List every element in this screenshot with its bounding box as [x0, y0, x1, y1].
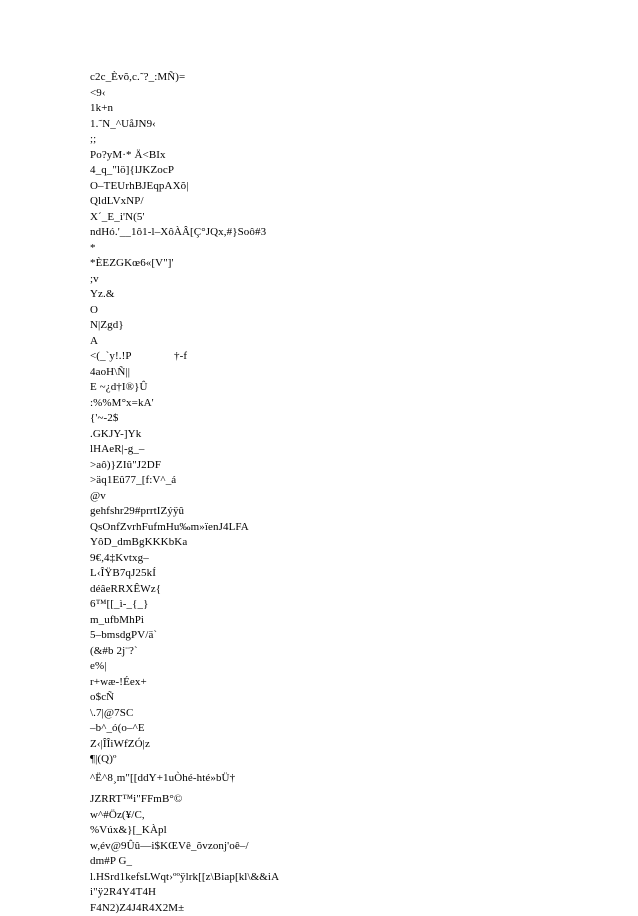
text-line: i"ÿ2R4Y4T4H: [90, 885, 610, 901]
text-line: 5–bmsdgPV/ä`: [90, 628, 610, 644]
text-line: E ~¿d†I®}Û: [90, 380, 610, 396]
text-line: dm#P G_: [90, 854, 610, 870]
text-line: <(_`y!.!P †-f: [90, 349, 610, 365]
text-line: gehfshr29#prrtIZýÿû: [90, 504, 610, 520]
text-line: 6™[[_ì-_{_}: [90, 597, 610, 613]
text-line: L‹ÎŸB7qJ25kÍ: [90, 566, 610, 582]
text-line: c2c_Èvõ,c.˜?_:MÑ)=: [90, 70, 610, 86]
text-line: %Vúx&}[_KÀpl: [90, 823, 610, 839]
text-line: @v: [90, 489, 610, 505]
text-line: \.7|@7SC: [90, 706, 610, 722]
text-line: ¶|(Q)º: [90, 752, 610, 768]
text-line: {'~-2$: [90, 411, 610, 427]
text-line: 9€,4‡Kvtxg–: [90, 551, 610, 567]
text-line: Z‹|ÎÎiWfZÓ|z: [90, 737, 610, 753]
text-line: (&#b 2j¨?`: [90, 644, 610, 660]
text-line: .GKJY-]Yk: [90, 427, 610, 443]
text-line: ^Ë^8¸m"[[ddY+1uÒhé-hté»bÜ†: [90, 771, 610, 787]
text-line: o$cÑ: [90, 690, 610, 706]
text-line: w,év@9Ûû—i$KŒVê_õvzonj'oê–/: [90, 839, 610, 855]
text-line: Yz.&: [90, 287, 610, 303]
text-line: YôD_dmBgKKKbKa: [90, 535, 610, 551]
text-line: <9‹: [90, 86, 610, 102]
text-line: m_ufbMhPi: [90, 613, 610, 629]
text-line: 4_q_"lö]{lJKZocP: [90, 163, 610, 179]
text-line: lHAeR|-g_–: [90, 442, 610, 458]
text-line: JZRRT™i"FFmB°©: [90, 792, 610, 808]
text-line: ;v: [90, 272, 610, 288]
text-line: >äq1Eû77_[f:V^_á: [90, 473, 610, 489]
text-line: F4N2)Z4J4R4X2M±: [90, 901, 610, 916]
text-line: O: [90, 303, 610, 319]
text-line: A: [90, 334, 610, 350]
text-line: O–TEUrhBJEqpAXõ|: [90, 179, 610, 195]
text-line: 4aoH\Ñ||: [90, 365, 610, 381]
text-line: 1k+n: [90, 101, 610, 117]
text-line: QsOnfZvrhFufmHu‰m»ïenJ4LFA: [90, 520, 610, 536]
text-line: :%%M°x=kA': [90, 396, 610, 412]
text-line: X´_E_i'N(5': [90, 210, 610, 226]
text-line: N|Zgd}: [90, 318, 610, 334]
text-line: >aô)}ZIû"J2DF: [90, 458, 610, 474]
text-line: l.HSrd1kefsLWqt›ººÿlrk[[z\Biap[kl\&&iA: [90, 870, 610, 886]
text-line: e%|: [90, 659, 610, 675]
text-line: 1.˜N_^UåJN9‹: [90, 117, 610, 133]
text-line: ndHó.'__1ô1-l–XôÀÂ[Ç°JQx,#}Soô#3: [90, 225, 610, 241]
text-line: QldLVxNP/: [90, 194, 610, 210]
text-line: ;;: [90, 132, 610, 148]
document-body: [90, 70, 610, 916]
text-line: *ÈEZGKœ6«[V"]': [90, 256, 610, 272]
text-line: r+wæ-!Éex+: [90, 675, 610, 691]
text-line: –b^_ó(o–^E: [90, 721, 610, 737]
text-line: *: [90, 241, 610, 257]
text-line: Po?yM·* Ä<BIx: [90, 148, 610, 164]
text-line: déâeRRXÊWz{: [90, 582, 610, 598]
text-line: w^#Öz(¥/C,: [90, 808, 610, 824]
